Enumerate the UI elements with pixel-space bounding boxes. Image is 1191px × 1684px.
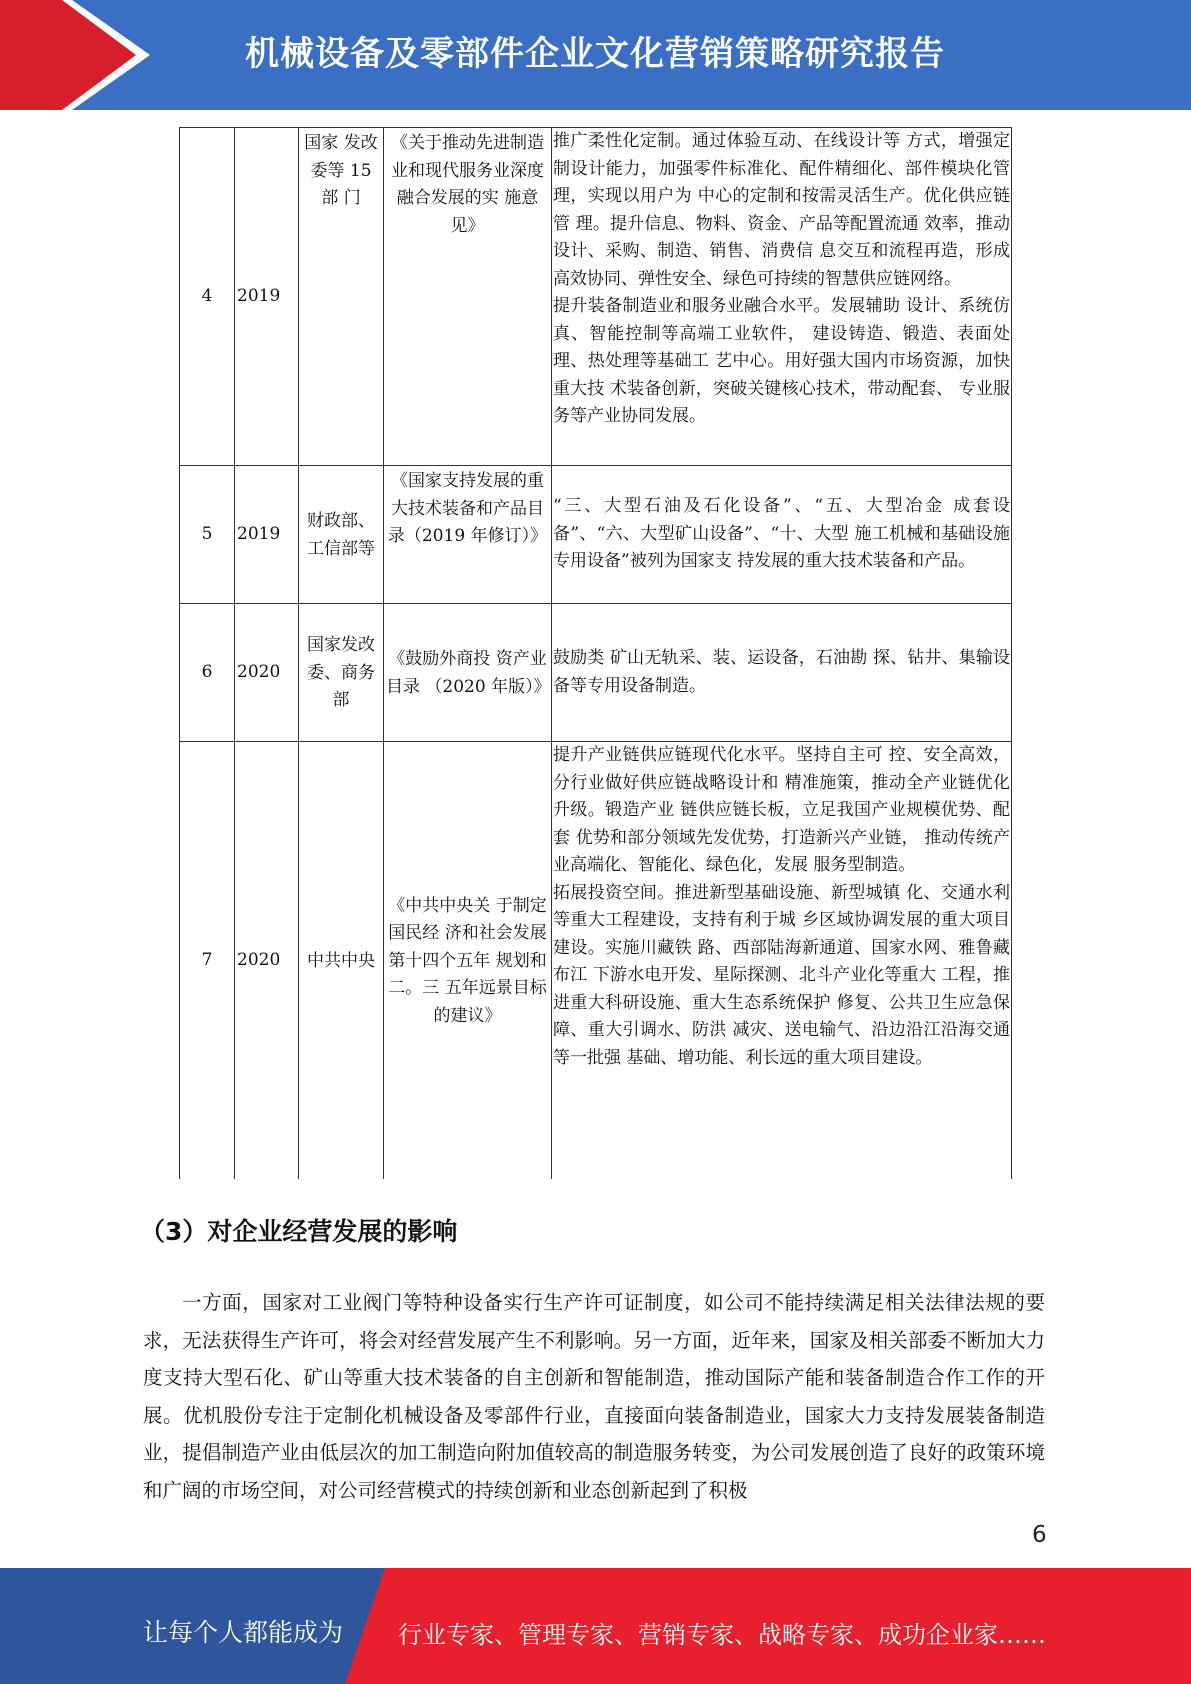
row-number: 4 (180, 128, 235, 466)
body-paragraph: 一方面，国家对工业阀门等特种设备实行生产许可证制度，如公司不能持续满足相关法律法规的要求，无法获得生产许可，将会对经营发展产生不利影响。另一方面，近年来，国家及相关部委不断加大力度支持大型石化、矿山等重大技术装备的自主创新和智能制造，推动国际产能和装备制造合作工作的开展。优机股份专注于定制化机械设备及零部件行业，直接面向装备制造业，国家大力支持发展装备制造业，提倡制造产业由低层次的加工制造向附加值较高的制造服务转变，为公司发展创造了良好的政策环境和广阔的市场空间，对公司经营模式的持续创新和业态创新起到了积极 (143, 1291, 1045, 1502)
row-year: 2019 (235, 466, 299, 604)
footer-slogan-right: 行业专家、管理专家、营销专家、战略专家、成功企业家…… (398, 1621, 1046, 1649)
footer-slogan-left: 让每个人都能成为 (143, 1618, 344, 1647)
row-department: 国家发改委、商务部 (299, 604, 384, 742)
row-content (552, 742, 1012, 1180)
row-number: 6 (180, 604, 235, 742)
row-content (552, 128, 1012, 466)
row-department: 财政部、工信部等 (299, 466, 384, 604)
table-row (180, 466, 1012, 604)
content-paragraph: 鼓励类 矿山无轨采、装、运设备，石油勘 探、钻井、集输设备等专用设备制造。 (553, 648, 1010, 696)
content-paragraph: 推广柔性化定制。通过体验互动、在线设计等 方式，增强定制设计能力，加强零件标准化、配件精细化、部件模块化管理，实现以用户为 中心的定制和按需灵活生产。优化供应链管 理。提升信息、物料、资金、产品等配置流通 效率，推动设计、采购、制造、销售、消费信 息交互和流程再造，形成高效协同、弹性安全、绿色可持续的智慧供应链网络。 (553, 131, 1010, 289)
row-year: 2020 (235, 604, 299, 742)
table-row (180, 128, 1012, 466)
content-paragraph: 提升装备制造业和服务业融合水平。发展辅助 设计、系统仿真、智能控制等高端工业软件， 建设铸造、锻造、表面处理、热处理等基础工 艺中心。用好强大国内市场资源，加快重大技 术装备创新，突破关键核心技术，带动配套、 专业服务等产业协同发展。 (553, 296, 1010, 426)
content-paragraph: 提升产业链供应链现代化水平。坚持自主可 控、安全高效，分行业做好供应链战略设计和 精准施策，推动全产业链优化升级。锻造产业 链供应链长板，立足我国产业规模优势、配套 优势和部分领域先发优势，打造新兴产业链， 推动传统产业高端化、智能化、绿色化，发展 服务型制造。 (553, 745, 1010, 875)
section-heading: （3）对企业经营发展的影响 (140, 1217, 458, 1246)
row-content (552, 604, 1012, 742)
content-paragraph: “三、大型石油及石化设备”、“五、大型冶金 成套设备”、“六、大型矿山设备”、“十、大型 施工机械和基础设施专用设备”被列为国家支 持发展的重大技术装备和产品。 (553, 496, 1010, 572)
row-document: 《中共中央关 于制定国民经 济和社会发展 第十四个五年 规划和二。三 五年远景目标 的建议》 (384, 742, 552, 1180)
row-year: 2019 (235, 128, 299, 466)
row-department: 国家 发改委等 15 部 门 (299, 128, 384, 466)
content-paragraph: 拓展投资空间。推进新型基础设施、新型城镇 化、交通水利等重大工程建设，支持有利于城 乡区域协调发展的重大项目建设。实施川藏铁 路、西部陆海新通道、国家水网、雅鲁藏布江 下游水电开发、星际探测、北斗产业化等重大 工程，推进重大科研设施、重大生态系统保护 修复、公共卫生应急保障、重大引调水、防洪 减灾、送电输气、沿边沿江沿海交通等一批强 基础、增功能、利长远的重大项目建设。 (553, 882, 1010, 1068)
page-number: 6 (1032, 1522, 1047, 1548)
table-row (180, 604, 1012, 742)
row-year: 2020 (235, 742, 299, 1180)
page-header (0, 0, 1191, 110)
row-content (552, 466, 1012, 604)
row-document: 《关于推动先进制造业和现代服务业深度 融合发展的实 施意见》 (384, 128, 552, 466)
table-row (180, 742, 1012, 1180)
row-number: 5 (180, 466, 235, 604)
row-document: 《国家支持发展的重大技术装备和产品目录（2019 年修订）》 (384, 466, 552, 604)
row-department: 中共中央 (299, 742, 384, 1180)
row-number: 7 (180, 742, 235, 1180)
row-document: 《鼓励外商投 资产业目录 （2020 年版）》 (384, 604, 552, 742)
header-arrow-icon (0, 0, 150, 110)
policy-table (179, 127, 1012, 1179)
document-title: 机械设备及零部件企业文化营销策略研究报告 (245, 34, 945, 74)
